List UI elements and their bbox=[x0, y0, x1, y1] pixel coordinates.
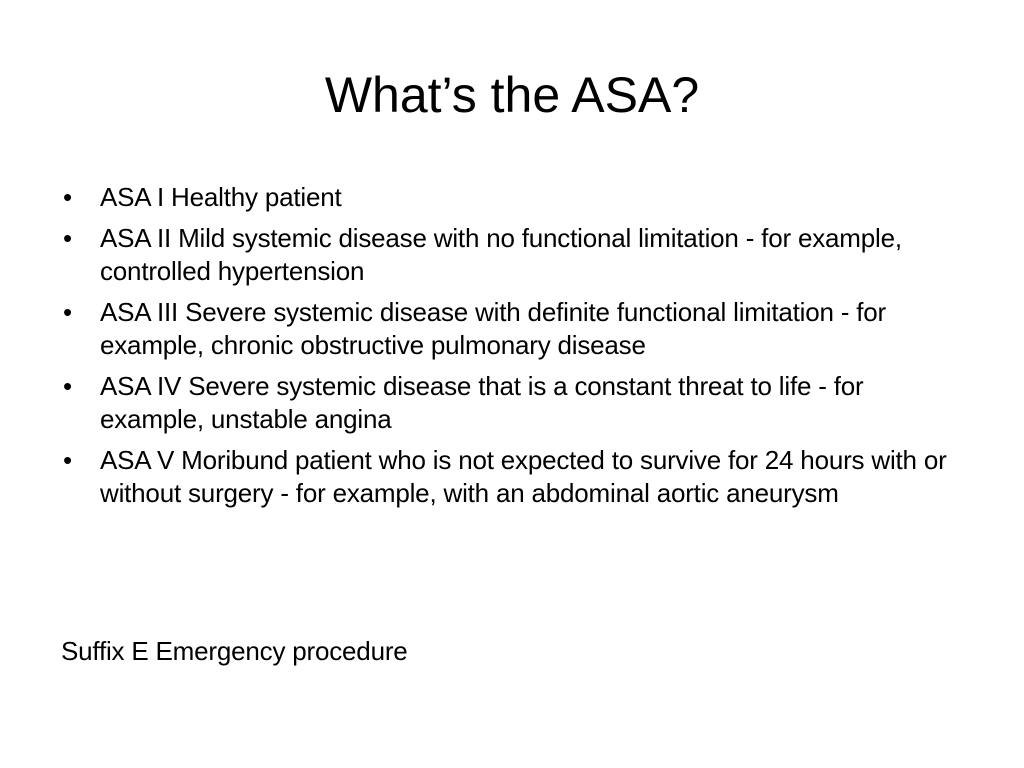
bullet-text: ASA IV Severe systemic disease that is a constant threat to life - for example, unstable angina bbox=[100, 371, 864, 434]
bullet-text: ASA III Severe systemic disease with definite functional limitation - for example, chronic obstructive pulmonary disease bbox=[100, 297, 886, 360]
slide-title: What’s the ASA? bbox=[324, 67, 700, 123]
bullet-icon: • bbox=[63, 182, 72, 212]
bullet-item-asa-1 bbox=[60, 181, 960, 214]
bullet-item-asa-2 bbox=[60, 222, 960, 288]
bullet-icon: • bbox=[63, 371, 72, 401]
bullet-icon: • bbox=[63, 297, 72, 327]
bullet-icon: • bbox=[63, 223, 72, 253]
suffix-note: Suffix E Emergency procedure bbox=[61, 636, 408, 666]
bullet-text: ASA II Mild systemic disease with no functional limitation - for example, controlled hypertension bbox=[100, 223, 902, 286]
bullet-text: ASA V Moribund patient who is not expected to survive for 24 hours with or without surgery - for example, with an abdominal aortic aneurysm bbox=[100, 445, 947, 508]
bullet-item-asa-5 bbox=[60, 444, 960, 510]
bullet-item-asa-4 bbox=[60, 370, 960, 436]
bullet-icon: • bbox=[63, 445, 72, 475]
bullet-list bbox=[60, 181, 960, 518]
bullet-item-asa-3 bbox=[60, 296, 960, 362]
bullet-text: ASA I Healthy patient bbox=[100, 182, 342, 212]
